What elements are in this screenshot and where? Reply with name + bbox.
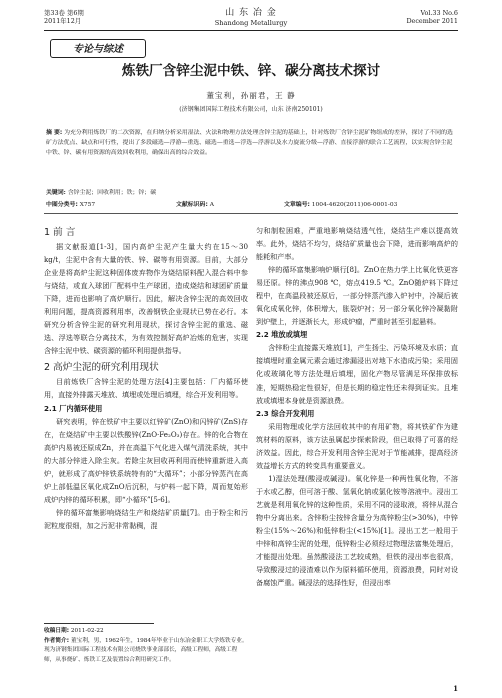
footnote-rule [44,623,154,624]
author-affiliation: (济钢集团国际工程技术有限公司，山东 济南250101) [179,106,323,113]
abstract-label: 摘 要: [46,130,63,136]
left-column [44,224,248,532]
footnote [44,627,248,665]
heading-dumping: 2.2 堆放或填埋 [256,330,308,340]
paragraph-recycling-2: 锌的循环富集影响烧结生产和烧结矿质量[7]。由于粉尘和污泥粒度很细，加之污泥非常黏稠，混 [44,507,248,530]
header-rule [44,30,458,31]
paragraph-comprehensive-use: 采用物理或化学方法回收其中的有用矿物，将其铁矿作为建筑材料的原料，该方法虽属起步探索阶段，但已取得了可喜的经济效益。因此，综合开发利用含锌尘泥对于节能减排，提高经济效益增长方式的转变具有重要意义。 [256,421,458,470]
journal-issue: 第33卷 第6期 [44,9,84,17]
author-bio-text: 董宝利，男，1962年生，1984年毕业于山东冶金职工大学炼铁专业。现为济钢集团国际工程技术有限公司烧铁事业部部长，高级工程师，高级工程师，从事烧矿、炼铁工艺及装置综合利用研究工作。 [44,637,248,663]
journal-vol-no: Vol.33 No.6 [420,9,458,17]
document-code-label: 文献标识码: [176,202,208,208]
received-date [44,627,248,637]
paragraph-introduction: 据文献报道[1-3]，国内高炉尘泥产生量大约在15～30 kg/t，尘泥中含有大量的铁、锌、碳等有用资源。目前，大部分企业是将高炉尘泥这种固体废弃物作为烧结原料配入混合料中参与烧结，或直入球团厂配料中生产球团，造成烧结和球团矿质量下降，进而也影响了高炉顺行。因此，解决含锌尘泥的高效回收利用问题，提高资源利用率，改善钢铁企业现状已势在必行。本研究分析含锌尘泥的研究利用现状，探讨含锌尘泥的重选、磁选、浮选等联合分离技术，为有效控制好高炉冶炼的危害，实现含锌尘泥中铁、碳资源的循环利用提供指导。 [44,242,248,356]
paragraph-wet-process: 1)湿法处理(酸浸或碱浸)。氧化锌是一种两性氧化物，不溶于水或乙醇，但可溶于酸、氢氧化钠或氯化铵等溶液中。浸出工艺就是利用氧化锌的这种性质，采用不同的浸取液，将锌从混合物中分离出来。含锌粉尘按锌含量分为高锌粉尘(>30%)，中锌粉尘(15%～26%)和低锌粉尘(<15%)[1]。浸出工艺一般用于中锌和高锌尘泥的处理，低锌粉尘必须经过物理法富集处理后，才能提出处理。虽然酸浸法工艺较成熟，但铁的浸出率也很高，导致酸浸过的浸渣难以作为原料循环使用，资源浪费，同时对设备腐蚀严重。碱浸法的选择性好，但浸出率 [256,473,458,588]
article-authors: 董宝利，孙丽君，王 静 [206,91,296,100]
received-value: 2011-02-22 [70,628,104,634]
right-column [256,224,458,589]
abstract-text: 为充分利用炼铁厂的二次资源，在归纳分析采用湿法、火法和物理方法处理含锌尘泥的基础上，针对炼铁厂含锌尘泥矿物组成的差异，探讨了不同的选矿方法优点、缺点和可行性，提出了多段磁选—浮游—重选、磁选—重选—浮选—浮游以及水力旋流分级—浮游、直接浮游的联合工艺流程，以实现含锌尘泥中铁、锌、碳有用资源的高效回收利用，确保出高的综合效益。 [46,130,453,157]
journal-month-year: December 2011 [406,17,458,25]
page-number: 1 [453,684,458,693]
author-bio [44,637,248,666]
clc-number [46,201,95,210]
document-code-value: A [209,202,214,208]
paragraph-recycling-1: 研究表明，锌在铁矿中主要以红锌矿(ZnO)和闪锌矿(ZnS)存在，在烧结矿中主要以铁酸锌(ZnO·Fe₂O₃)存在。锌的化合物在高炉内易被还原成Zn，并在高温下气化进入煤气清洗系统，其中的大部分锌进入除尘灰。若除尘灰回收再利用而使锌重新进入高炉，就形成了高炉锌铁系统特有的“大循环”；小部分锌蒸汽在高炉上部低温区氧化成ZnO后沉积，与炉料一起下降，周而复始形成炉内锌的循环积累，即“小循环”[5-6]。 [44,416,248,504]
paragraph-dumping: 含锌粉尘直接露天堆放[1]，产生扬尘、污染环境及水质；直接填埋时重金属元素会通过渗漏浸出对地下水造成污染；采用固化或玻璃化等方法处理后填埋，固化产物尽管满足环保排放标准，短期热稳定性很好，但是长期的稳定性还未得到证实。且堆放或填埋本身就是资源浪费。 [256,343,458,405]
clc-value: X757 [79,202,96,208]
heading-comprehensive-use: 2.3 综合开发利用 [256,408,315,418]
author-bio-label: 作者简介: [44,637,70,644]
clc-label: 中图分类号: [46,202,78,208]
heading-research-status: 2 高炉尘泥的研究利用现状 [44,362,159,374]
abstract [46,128,456,158]
paragraph-zinc-effect: 锌的循环富集影响炉顺行[8]。ZnO在热力学上比氧化铁更容易还原。锌的沸点908 ℃，熔点419.5 ℃。ZnO随炉料下降过程中，在高温段被还原后，一部分锌蒸汽渗入炉衬中，冷凝后被氧化成氧化锌，体积增大，胀裂炉衬；另一部分氧化锌冷凝黏附到炉壁上，并逐渐长大，形成炉瘤，严重时甚至引起悬料。 [256,265,458,327]
article-number-value: 1004-4620(2011)06-0001-03 [311,202,398,208]
keywords-text: 含锌尘泥；回收利用；铁；锌；碳 [67,190,157,196]
heading-recycling: 2.1 厂内循环使用 [44,403,103,413]
journal-date: 2011年12月 [44,17,82,25]
keywords-label: 关键词: [46,189,66,196]
keywords [46,188,456,198]
journal-name-cn: 山 东 冶 金 [225,8,277,18]
journal-name-en: Shandong Metallurgy [214,19,288,27]
abstract-rule [44,213,458,214]
received-label: 收稿日期: [44,628,70,634]
document-code [176,201,214,210]
paragraph-research-status: 目前炼铁厂含锌尘泥的处理方法[4]主要包括：厂内循环使用，直接外排露天堆放、填埋或处理后填埋，综合开发利用等。 [44,377,248,400]
article-number-label: 文章编号: [284,202,310,208]
paragraph-continued: 匀和制粒困难，严重地影响烧结透气性，烧结生产难以提高效率。此外，烧结不均匀，烧结矿质量也会下降，进而影响高炉的能耗和产率。 [256,226,458,262]
journal-volume-en [406,9,458,25]
heading-introduction: 1 前 言 [44,227,76,238]
section-badge: 专论与综述 [50,39,146,58]
article-title: 炼铁厂含锌尘泥中铁、锌、碳分离技术探讨 [121,63,381,79]
article-number [284,201,397,210]
